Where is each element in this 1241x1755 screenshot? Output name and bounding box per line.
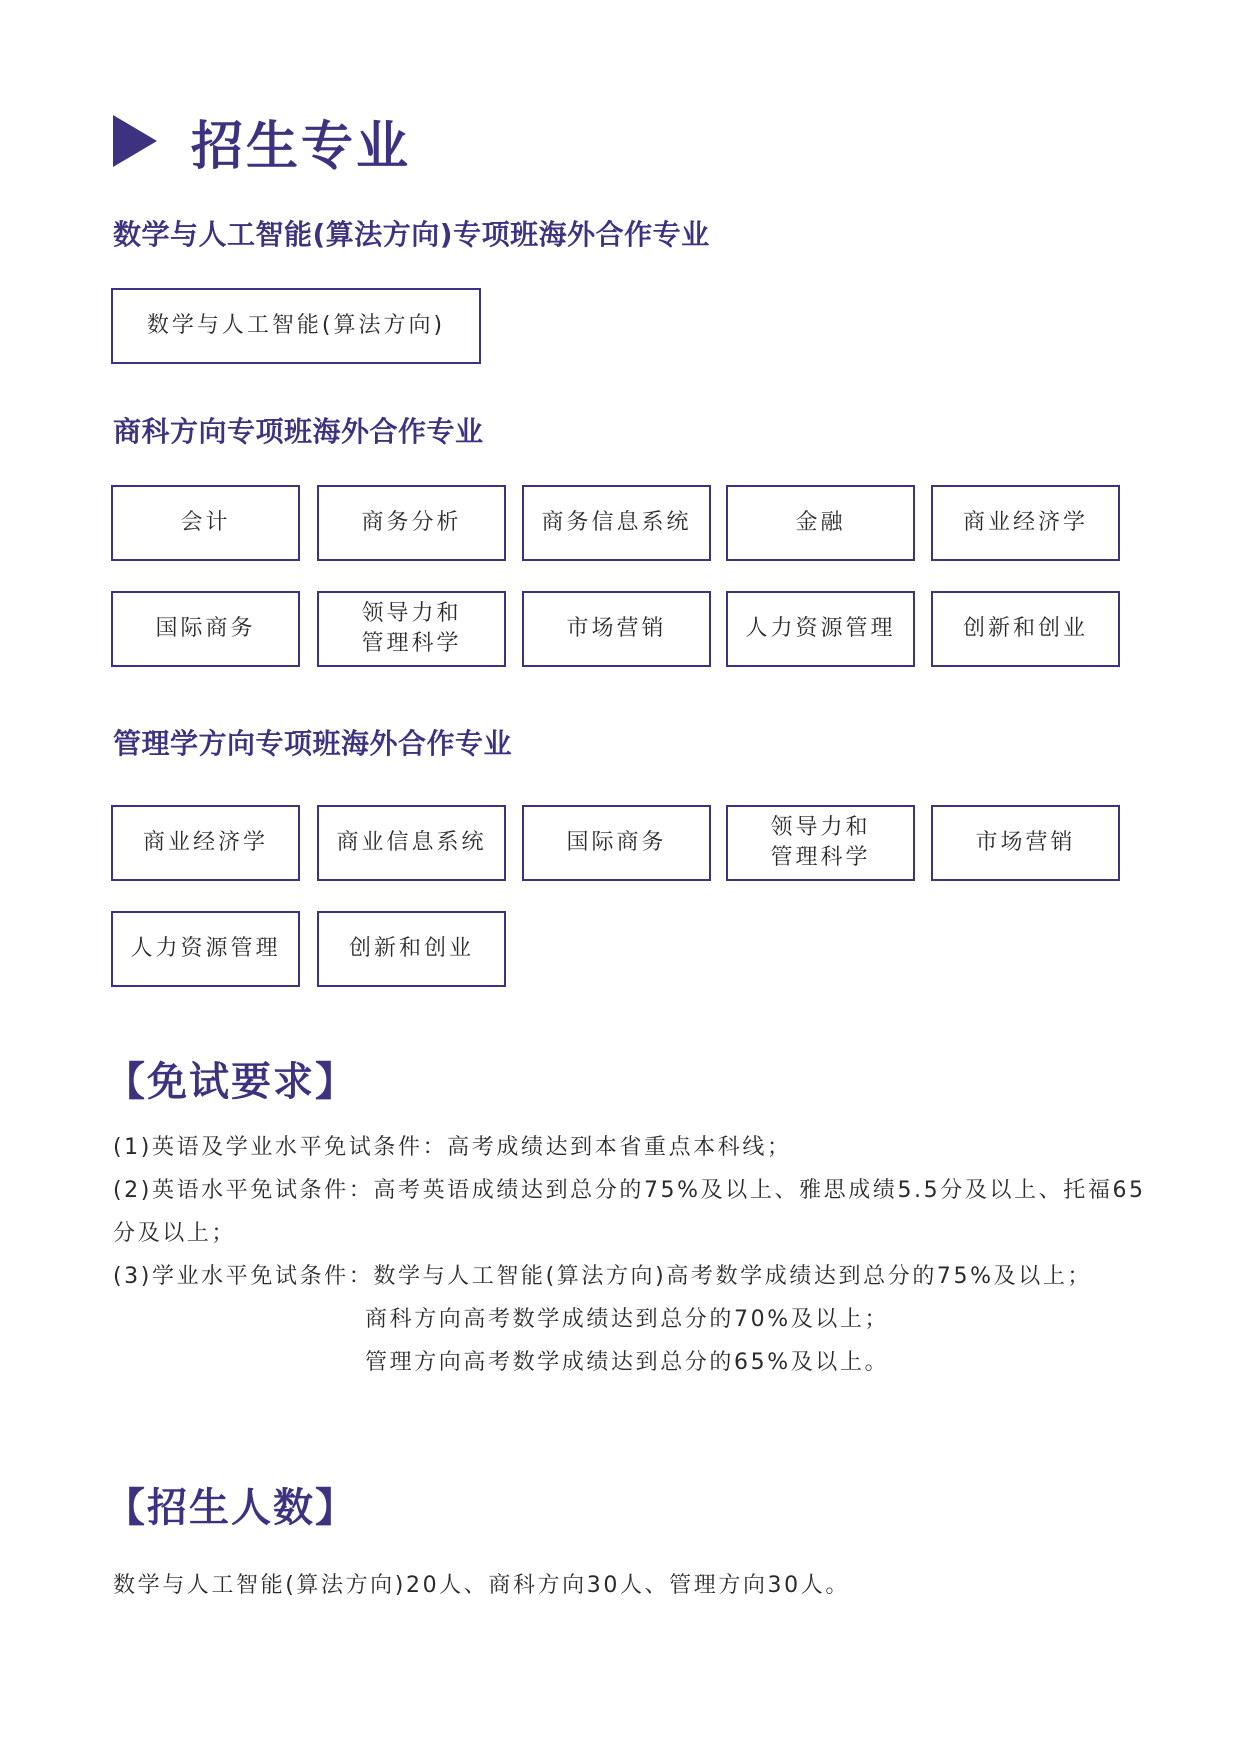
enrollment-text: 数学与人工智能(算法方向)20人、商科方向30人、管理方向30人。 — [113, 1573, 850, 1598]
major-box: 创新和创业 — [931, 591, 1120, 667]
exemption-line: 商科方向高考数学成绩达到总分的70%及以上； — [365, 1307, 890, 1332]
major-box: 商务分析 — [317, 485, 506, 561]
major-box: 人力资源管理 — [726, 591, 915, 667]
major-box: 创新和创业 — [317, 911, 506, 987]
section-heading-management: 管理学方向专项班海外合作专业 — [113, 727, 513, 760]
major-box: 商务信息系统 — [522, 485, 711, 561]
enrollment-heading: 【招生人数】 — [105, 1485, 357, 1531]
major-box: 数学与人工智能(算法方向) — [111, 288, 481, 364]
major-box: 国际商务 — [111, 591, 300, 667]
play-triangle-icon — [113, 115, 157, 167]
page-title: 招生专业 — [191, 116, 412, 177]
section-heading-business: 商科方向专项班海外合作专业 — [113, 415, 484, 448]
major-box: 商业经济学 — [111, 805, 300, 881]
major-box: 商业信息系统 — [317, 805, 506, 881]
major-box: 国际商务 — [522, 805, 711, 881]
exemption-line: (2)英语水平免试条件：高考英语成绩达到总分的75%及以上、雅思成绩5.5分及以上、托福65 — [113, 1178, 1146, 1203]
section-heading-math-ai: 数学与人工智能(算法方向)专项班海外合作专业 — [113, 218, 710, 251]
major-box: 人力资源管理 — [111, 911, 300, 987]
major-box: 金融 — [726, 485, 915, 561]
exemption-line: 管理方向高考数学成绩达到总分的65%及以上。 — [365, 1350, 890, 1375]
exemption-line: (1)英语及学业水平免试条件：高考成绩达到本省重点本科线； — [113, 1135, 792, 1160]
exemption-line: (3)学业水平免试条件：数学与人工智能(算法方向)高考数学成绩达到总分的75%及以上； — [113, 1264, 1093, 1289]
major-box: 市场营销 — [931, 805, 1120, 881]
major-box: 领导力和 管理科学 — [317, 591, 506, 667]
major-box: 市场营销 — [522, 591, 711, 667]
major-box: 领导力和 管理科学 — [726, 805, 915, 881]
major-box: 商业经济学 — [931, 485, 1120, 561]
exemption-line: 分及以上； — [113, 1221, 237, 1246]
main-title — [113, 108, 412, 177]
major-box: 会计 — [111, 485, 300, 561]
exemption-heading: 【免试要求】 — [105, 1059, 357, 1105]
